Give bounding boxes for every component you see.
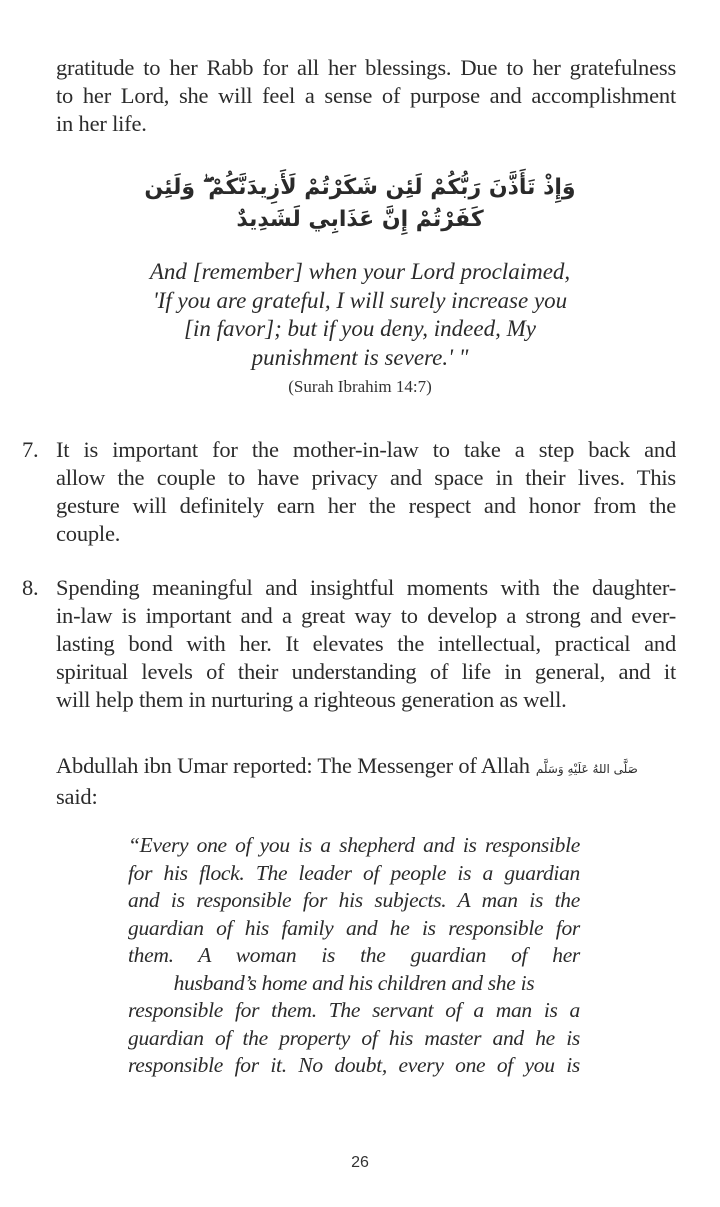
list-number: 7. [22, 437, 39, 462]
paragraph-line: to her Lord, she will feel a sense of purpose and accomplishment [56, 83, 676, 108]
hadith-intro-line [56, 752, 676, 783]
list-line: lasting bond with her. It elevates the intellectual, practical and [56, 631, 676, 656]
hadith-line: responsible for it. No doubt, every one of you is [128, 1053, 580, 1077]
translation-line: [in favor]; but if you deny, indeed, My [184, 316, 536, 341]
list-line: Spending meaningful and insightful moments with the daughter- [56, 575, 676, 600]
hadith-line: husband’s home and his children and she is [173, 970, 535, 995]
paragraph-line: in her life. [56, 111, 147, 136]
translation-line: 'If you are grateful, I will surely increase you [152, 287, 568, 313]
narrator-text: Abdullah ibn Umar reported: The Messenger of Allah [56, 753, 530, 778]
hadith-line: and is responsible for his subjects. A man is the [128, 888, 580, 912]
list-item-body [56, 574, 676, 714]
hadith-line: “Every one of you is a shepherd and is responsible [128, 833, 580, 857]
hadith-intro-line: said: [56, 784, 98, 809]
arabic-line: كَفَرْتُمْ إِنَّ عَذَابِي لَشَدِيدٌ [236, 207, 484, 232]
salawat-glyph: صَلَّى اللهُ عَلَيْهِ وَسَلَّم [535, 762, 638, 776]
list-line: allow the couple to have privacy and space in their lives. This [56, 465, 676, 490]
hadith-line: guardian of the property of his master and he is [128, 1025, 580, 1050]
list-line: spiritual levels of their understanding of life in general, and it [56, 659, 676, 684]
hadith-line: them. A woman is the guardian of her [128, 943, 580, 967]
intro-paragraph [56, 54, 676, 138]
list-line: couple. [56, 521, 121, 546]
hadith-intro [56, 752, 676, 811]
hadith-line: for his flock. The leader of people is a guardian [128, 860, 580, 885]
list-item-body [56, 436, 676, 548]
list-line: It is important for the mother-in-law to take a step back and [56, 437, 676, 462]
quran-verse-translation [100, 258, 620, 372]
list-line: in-law is important and a great way to develop a strong and ever- [56, 603, 676, 628]
quran-verse-arabic [140, 172, 580, 236]
list-line: will help them in nurturing a righteous generation as well. [56, 687, 567, 712]
hadith-line: guardian of his family and he is responsible for [128, 915, 580, 940]
translation-line: punishment is severe.' " [251, 344, 469, 370]
translation-line: And [remember] when your Lord proclaimed, [149, 259, 571, 284]
list-line: gesture will definitely earn her the respect and honor from the [56, 493, 676, 518]
page-number: 26 [351, 1154, 369, 1171]
verse-citation: (Surah Ibrahim 14:7) [288, 377, 432, 396]
hadith-quote [128, 832, 580, 1080]
hadith-line: responsible for them. The servant of a man is a [128, 998, 580, 1022]
paragraph-line: gratitude to her Rabb for all her blessings. Due to her gratefulness [56, 55, 676, 80]
list-number: 8. [22, 575, 39, 600]
arabic-line: وَإِذْ تَأَذَّنَ رَبُّكُمْ لَئِن شَكَرْتُمْ لَأَزِيدَنَّكُمْ ۖ وَلَئِن [144, 175, 576, 200]
